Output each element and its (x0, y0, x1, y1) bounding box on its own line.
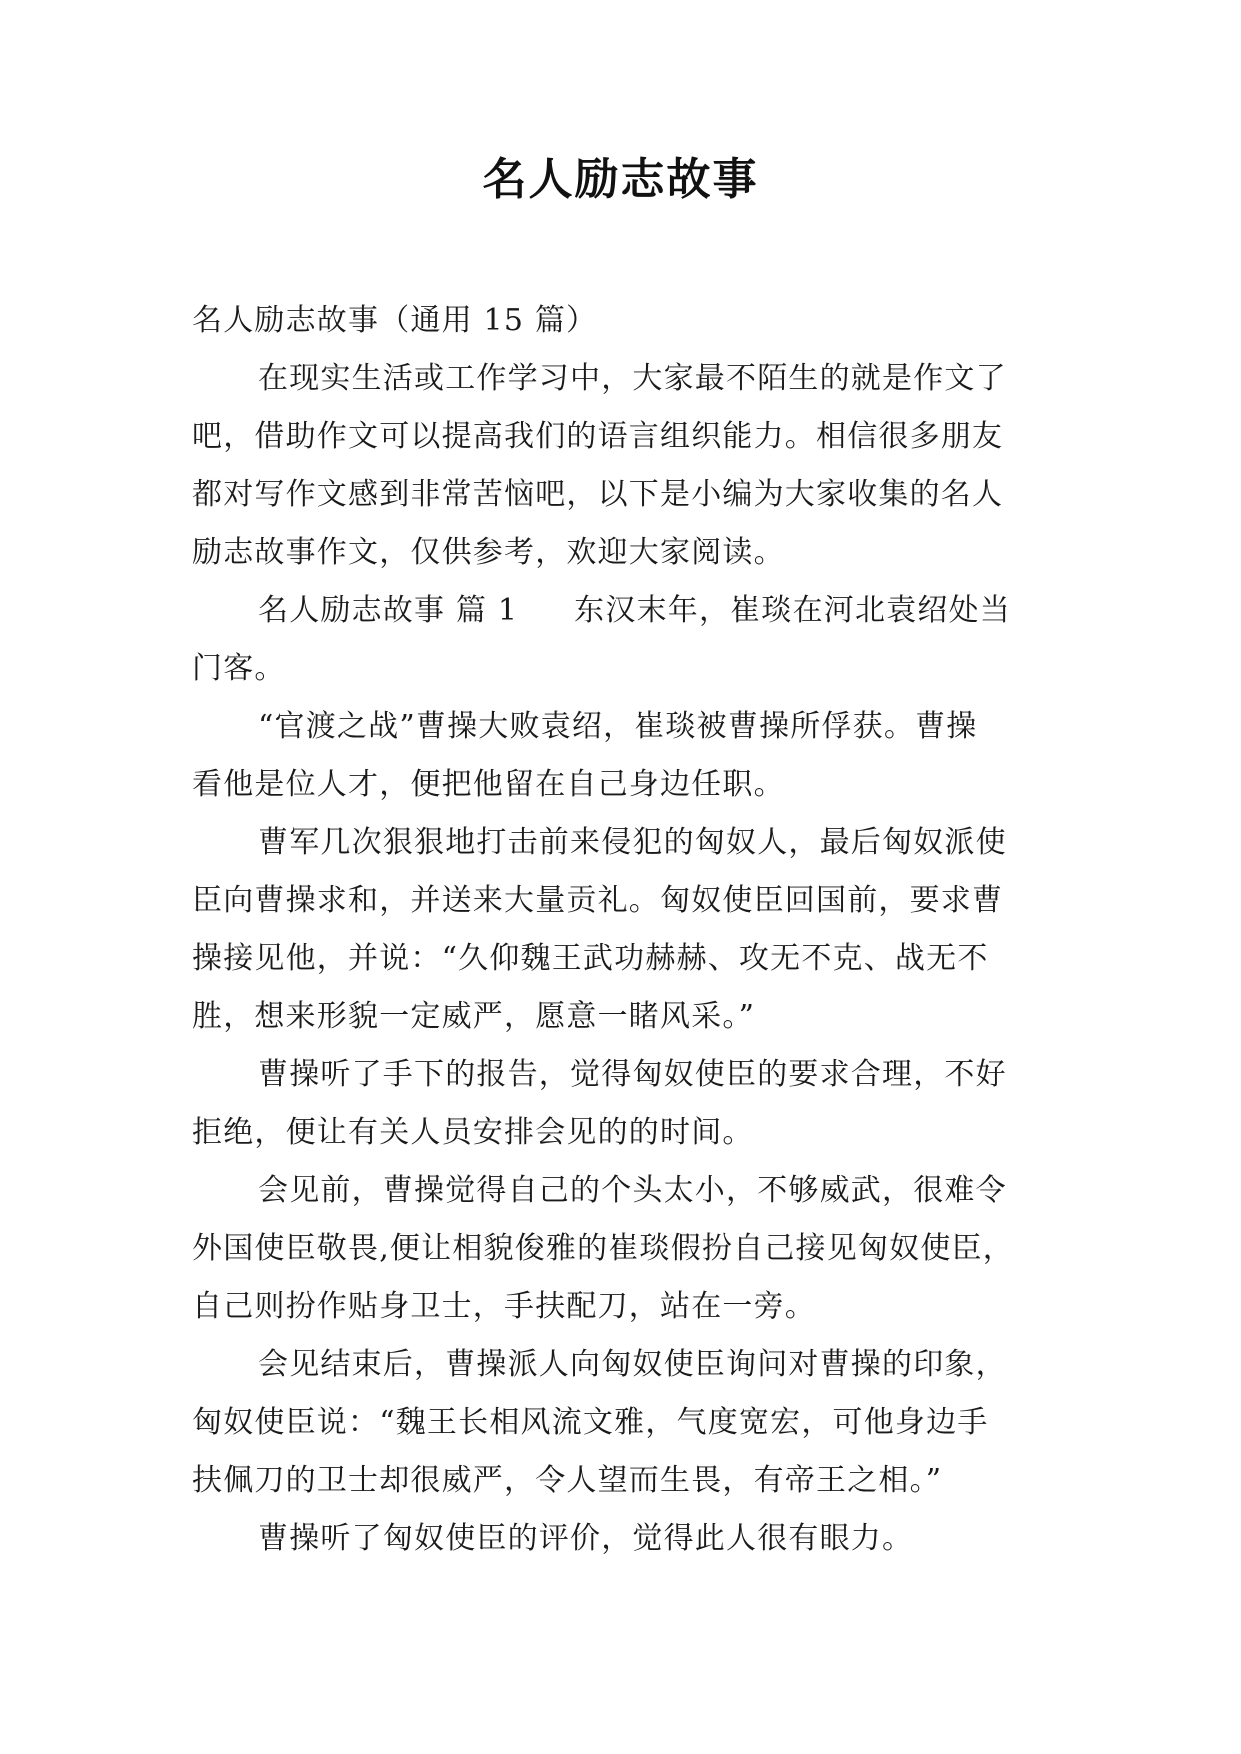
paragraph-line: 操接见他，并说：“久仰魏王武功赫赫、攻无不克、战无不 (192, 941, 989, 976)
paragraph-line: 都对写作文感到非常苦恼吧，以下是小编为大家收集的名人 (192, 477, 1004, 512)
paragraph-line: 励志故事作文，仅供参考，欢迎大家阅读。 (192, 535, 785, 570)
document-body (192, 292, 1052, 1568)
paragraph-line: 胜，想来形貌一定威严，愿意一睹风采。” (192, 999, 756, 1034)
paragraph-line: 吧，借助作文可以提高我们的语言组织能力。相信很多朋友 (192, 419, 1004, 454)
subtitle-line: 名人励志故事（通用 15 篇） (192, 303, 598, 338)
paragraph-line: 曹操听了匈奴使臣的评价，觉得此人很有眼力。 (258, 1521, 914, 1556)
paragraph-line: 匈奴使臣说：“魏王长相风流文雅，气度宽宏，可他身边手 (192, 1405, 989, 1440)
paragraph-line: 自己则扮作贴身卫士，手扶配刀，站在一旁。 (192, 1289, 816, 1324)
paragraph-text: 东汉末年，崔琰在河北袁绍处当 (574, 593, 1011, 628)
paragraph-line: 会见前，曹操觉得自己的个头太小，不够威武，很难令 (258, 1173, 1007, 1208)
section-heading-line (192, 582, 1052, 640)
section-heading: 名人励志故事 篇 1 (258, 593, 519, 628)
paragraph-line: 外国使臣敬畏,便让相貌俊雅的崔琰假扮自己接见匈奴使臣， (192, 1231, 1014, 1266)
paragraph-line: 曹操听了手下的报告，觉得匈奴使臣的要求合理，不好 (258, 1057, 1007, 1092)
paragraph-line: 看他是位人才，便把他留在自己身边任职。 (192, 767, 785, 802)
paragraph-line: 扶佩刀的卫士却很威严，令人望而生畏，有帝王之相。” (192, 1463, 943, 1498)
document-title: 名人励志故事 (482, 154, 759, 205)
paragraph-line: 拒绝，便让有关人员安排会见的的时间。 (192, 1115, 754, 1150)
paragraph-line: 在现实生活或工作学习中，大家最不陌生的就是作文了 (258, 361, 1007, 396)
paragraph-line: 门客。 (192, 651, 286, 686)
paragraph-line: 臣向曹操求和，并送来大量贡礼。匈奴使臣回国前，要求曹 (192, 883, 1004, 918)
paragraph-line: 会见结束后，曹操派人向匈奴使臣询问对曹操的印象， (258, 1347, 1007, 1382)
paragraph-line: “官渡之战”曹操大败袁绍，崔琰被曹操所俘获。曹操 (258, 709, 978, 744)
paragraph-line: 曹军几次狠狠地打击前来侵犯的匈奴人，最后匈奴派使 (258, 825, 1007, 860)
